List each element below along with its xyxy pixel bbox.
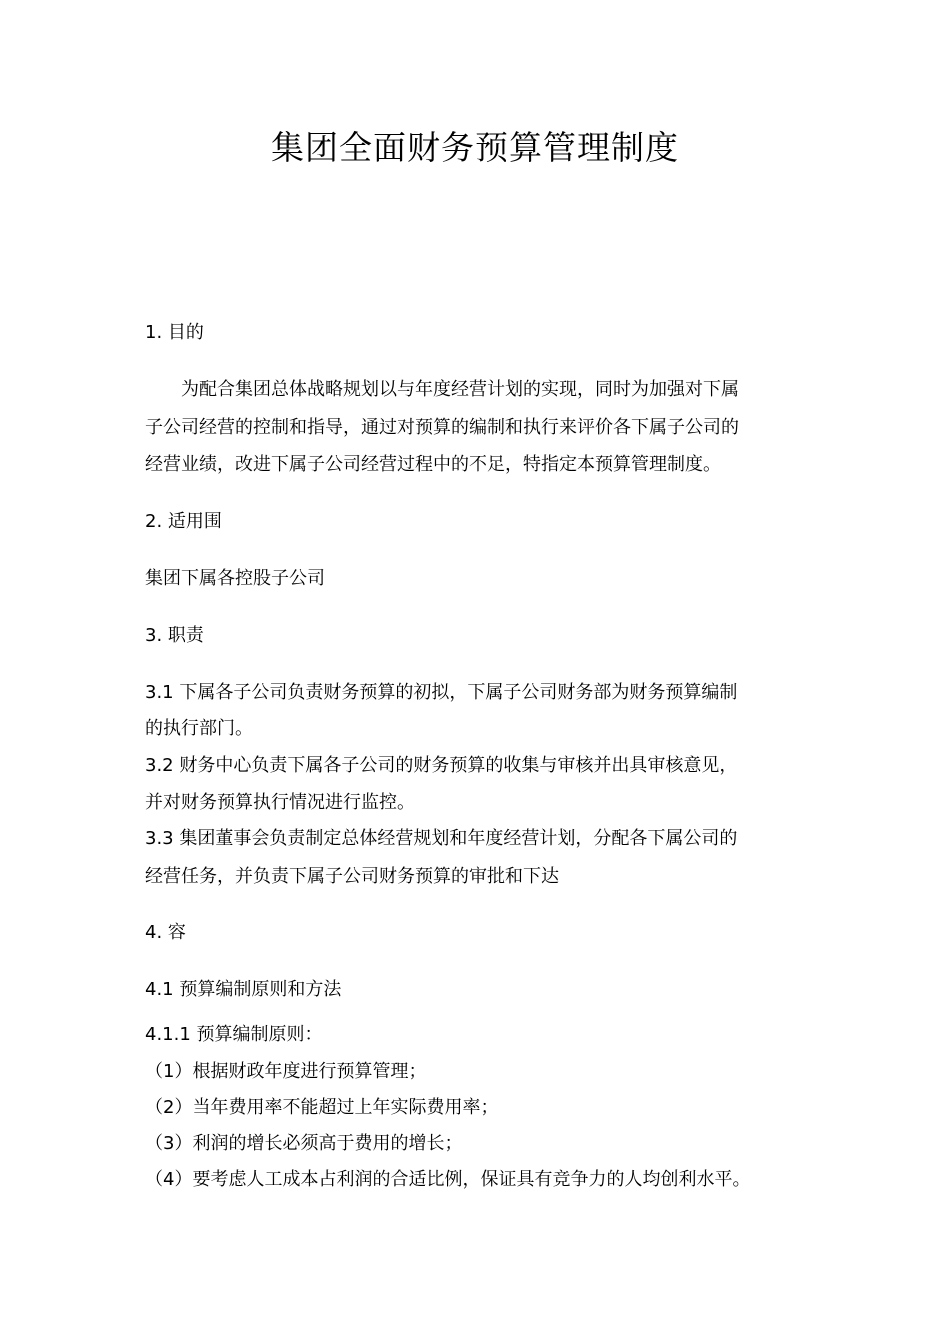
- list-item: （3）利润的增长必须高于费用的增长；: [145, 1133, 463, 1154]
- paragraph-line: 为配合集团总体战略规划以与年度经营计划的实现，同时为加强对下属: [181, 379, 739, 400]
- document-title: 集团全面财务预算管理制度: [271, 128, 679, 167]
- subsection-heading: 4.1 预算编制原则和方法: [145, 979, 342, 1000]
- paragraph-line: 经营业绩，改进下属子公司经营过程中的不足，特指定本预算管理制度。: [145, 454, 721, 475]
- section-heading-responsibilities: 3. 职责: [145, 625, 204, 646]
- subsection-heading: 4.1.1 预算编制原则：: [145, 1024, 323, 1045]
- list-item: （4）要考虑人工成本占利润的合适比例，保证具有竞争力的人均创利水平。: [145, 1169, 751, 1190]
- section-heading-scope: 2. 适用围: [145, 511, 222, 532]
- paragraph-line: 并对财务预算执行情况进行监控。: [145, 792, 415, 813]
- paragraph-line: 3.2 财务中心负责下属各子公司的财务预算的收集与审核并出具审核意见，: [145, 755, 738, 776]
- paragraph-line: 子公司经营的控制和指导，通过对预算的编制和执行来评价各下属子公司的: [145, 417, 739, 438]
- list-item: （2）当年费用率不能超过上年实际费用率；: [145, 1097, 499, 1118]
- paragraph-line: 经营任务，并负责下属子公司财务预算的审批和下达: [145, 866, 559, 887]
- paragraph-line: 集团下属各控股子公司: [145, 568, 325, 589]
- paragraph-line: 3.1 下属各子公司负责财务预算的初拟，下属子公司财务部为财务预算编制: [145, 682, 738, 703]
- paragraph-line: 的执行部门。: [145, 718, 253, 739]
- list-item: （1）根据财政年度进行预算管理；: [145, 1061, 427, 1082]
- section-heading-content: 4. 容: [145, 922, 186, 943]
- paragraph-line: 3.3 集团董事会负责制定总体经营规划和年度经营计划，分配各下属公司的: [145, 828, 738, 849]
- section-heading-purpose: 1. 目的: [145, 322, 204, 343]
